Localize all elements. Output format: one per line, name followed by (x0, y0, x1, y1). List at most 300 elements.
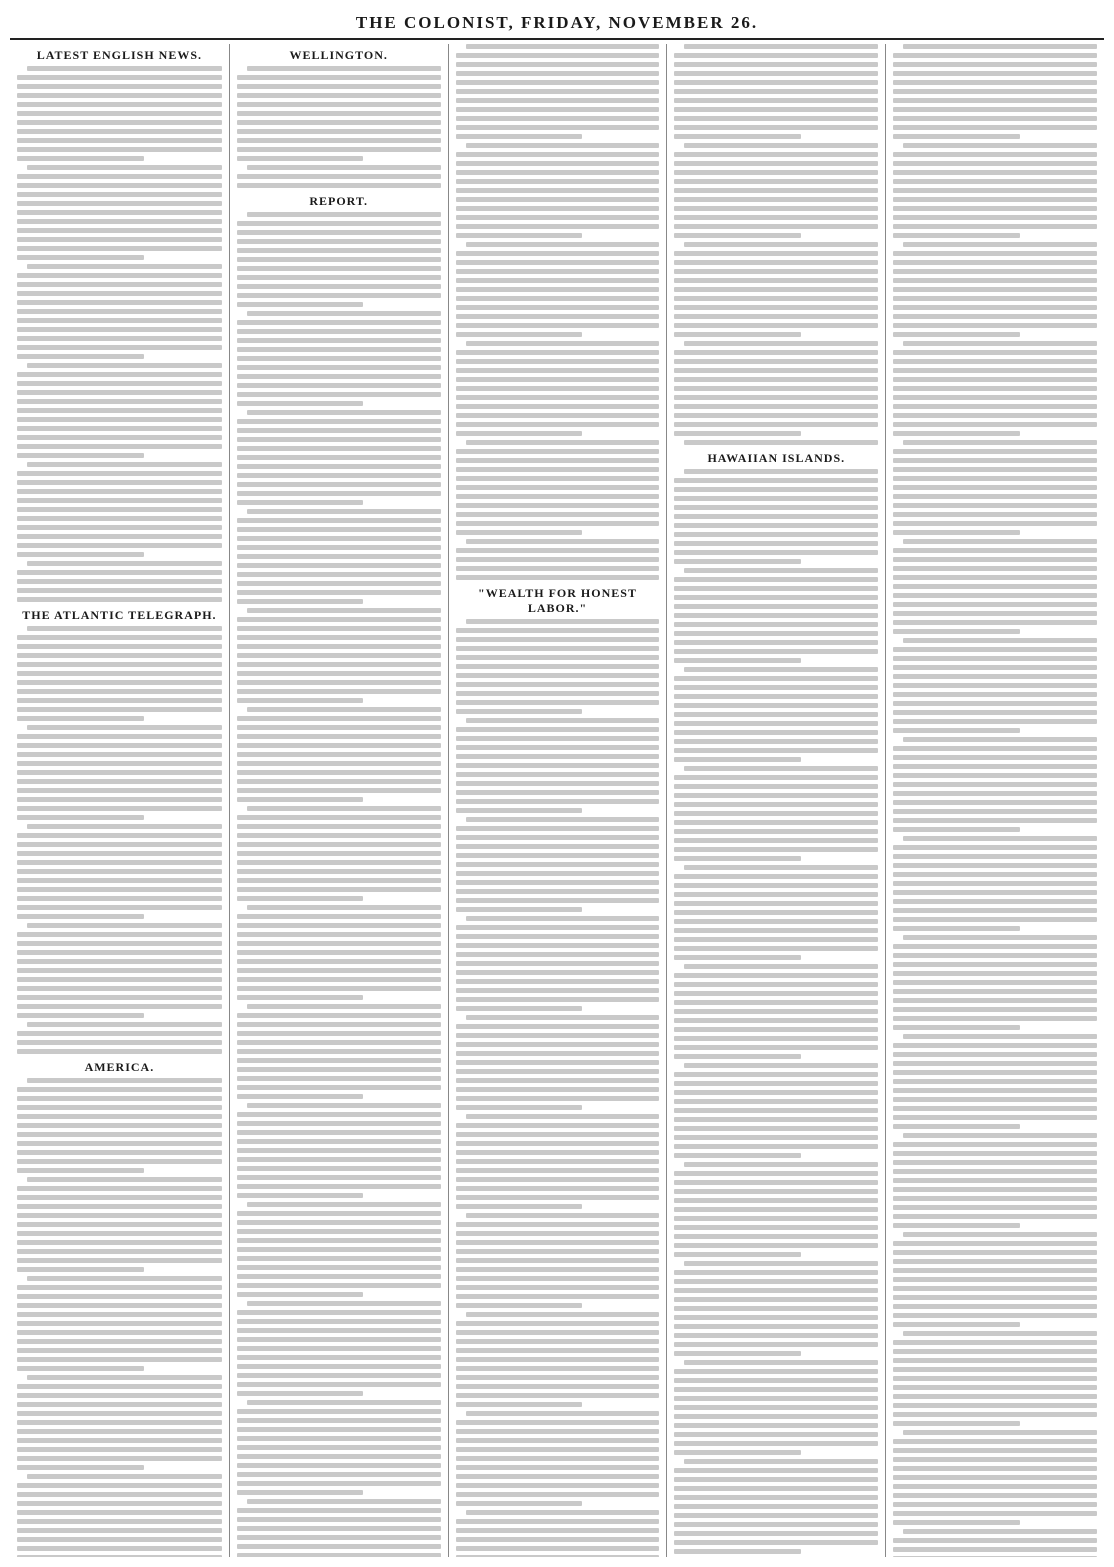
text-line-placeholder (237, 437, 441, 442)
text-line-placeholder (893, 125, 1097, 130)
text-line-placeholder (893, 1448, 1097, 1453)
text-line-placeholder (456, 107, 660, 112)
text-line-placeholder (237, 75, 441, 80)
text-line-placeholder (456, 323, 660, 328)
text-line-placeholder (893, 1421, 1019, 1426)
heading-america: AMERICA. (84, 1060, 155, 1074)
text-line-placeholder (903, 836, 1097, 841)
text-line-placeholder (17, 1393, 222, 1398)
text-line-placeholder (674, 1378, 878, 1383)
text-line-placeholder (17, 833, 222, 838)
text-line-placeholder (17, 192, 222, 197)
text-line-placeholder (893, 1394, 1097, 1399)
text-line-placeholder (456, 1168, 660, 1173)
masthead-title: THE COLONIST, FRIDAY, NOVEMBER 26. (355, 13, 759, 32)
text-line-placeholder (237, 1319, 441, 1324)
text-line-placeholder (237, 1211, 441, 1216)
text-line-placeholder (893, 863, 1097, 868)
text-line-placeholder (247, 1004, 441, 1009)
text-line-placeholder (674, 496, 878, 501)
text-line-placeholder (237, 563, 441, 568)
text-line-placeholder (237, 581, 441, 586)
text-line-placeholder (456, 1285, 660, 1290)
text-line-placeholder (674, 1477, 878, 1482)
text-line-placeholder (893, 764, 1097, 769)
text-line-placeholder (674, 1225, 878, 1230)
text-line-placeholder (674, 368, 878, 373)
text-line-placeholder (893, 890, 1097, 895)
text-line-placeholder (237, 365, 441, 370)
text-line-placeholder (674, 649, 878, 654)
text-line-placeholder (456, 278, 660, 283)
heading-atlantic-telegraph: THE ATLANTIC TELEGRAPH. (22, 608, 217, 622)
text-line-placeholder (674, 1009, 878, 1014)
text-line-placeholder (674, 1108, 878, 1113)
text-line-placeholder (893, 188, 1097, 193)
text-line-placeholder (456, 1303, 582, 1308)
text-line-placeholder (17, 770, 222, 775)
text-line-placeholder (674, 62, 878, 67)
text-line-placeholder (456, 521, 660, 526)
text-line-placeholder (456, 1006, 582, 1011)
text-line-placeholder (674, 422, 878, 427)
text-line-placeholder (893, 998, 1097, 1003)
text-line-placeholder (237, 680, 441, 685)
column-5 (885, 44, 1104, 1557)
text-line-placeholder (674, 523, 878, 528)
text-line-placeholder (456, 98, 660, 103)
text-line-placeholder (237, 266, 441, 271)
text-line-placeholder (237, 374, 441, 379)
text-line-placeholder (17, 1159, 222, 1164)
text-line-placeholder (684, 469, 878, 474)
text-line-placeholder (674, 197, 878, 202)
text-line-placeholder (237, 138, 441, 143)
text-line-placeholder (674, 1117, 878, 1122)
text-line-placeholder (237, 1544, 441, 1549)
text-line-placeholder (17, 129, 222, 134)
text-line-placeholder (456, 1402, 582, 1407)
text-line-placeholder (237, 527, 441, 532)
text-line-placeholder (17, 950, 222, 955)
text-line-placeholder (893, 566, 1097, 571)
text-line-placeholder (17, 1456, 222, 1461)
text-line-placeholder (674, 1279, 878, 1284)
text-line-placeholder (17, 579, 222, 584)
text-line-placeholder (893, 1295, 1097, 1300)
text-line-placeholder (456, 1204, 582, 1209)
text-line-placeholder (237, 986, 441, 991)
text-line-placeholder (466, 1312, 660, 1317)
text-line-placeholder (456, 1177, 660, 1182)
text-line-placeholder (237, 356, 441, 361)
text-line-placeholder (456, 413, 660, 418)
text-line-placeholder (456, 296, 660, 301)
text-line-placeholder (17, 516, 222, 521)
text-line-placeholder (674, 1270, 878, 1275)
text-line-placeholder (17, 1168, 144, 1173)
text-line-placeholder (893, 404, 1097, 409)
text-line-placeholder (237, 851, 441, 856)
text-line-placeholder (893, 206, 1097, 211)
text-line-placeholder (17, 1537, 222, 1542)
text-line-placeholder (27, 1177, 222, 1182)
text-line-placeholder (456, 179, 660, 184)
text-line-placeholder (674, 1432, 878, 1437)
text-line-placeholder (456, 170, 660, 175)
text-line-placeholder (893, 1304, 1097, 1309)
text-line-placeholder (674, 224, 878, 229)
text-line-placeholder (674, 215, 878, 220)
text-line-placeholder (893, 854, 1097, 859)
text-line-placeholder (893, 467, 1097, 472)
text-line-placeholder (237, 914, 441, 919)
text-line-placeholder (27, 626, 222, 631)
text-line-placeholder (456, 458, 660, 463)
text-line-placeholder (674, 1216, 878, 1221)
text-line-placeholder (674, 1288, 878, 1293)
text-line-placeholder (27, 561, 222, 566)
text-line-placeholder (456, 1069, 660, 1074)
text-line-placeholder (893, 1358, 1097, 1363)
text-line-placeholder (674, 829, 878, 834)
text-line-placeholder (466, 539, 660, 544)
text-line-placeholder (893, 584, 1097, 589)
text-line-placeholder (17, 905, 222, 910)
text-line-placeholder (456, 1474, 660, 1479)
text-line-placeholder (893, 1412, 1097, 1417)
text-line-placeholder (237, 1346, 441, 1351)
text-line-placeholder (247, 707, 441, 712)
text-line-placeholder (27, 1022, 222, 1027)
text-line-placeholder (247, 311, 441, 316)
text-line-placeholder (466, 1510, 660, 1515)
text-line-placeholder (674, 703, 878, 708)
text-line-placeholder (27, 1375, 222, 1380)
text-line-placeholder (674, 332, 800, 337)
text-line-placeholder (893, 548, 1097, 553)
text-line-placeholder (674, 287, 878, 292)
text-line-placeholder (456, 1393, 660, 1398)
text-line-placeholder (674, 901, 878, 906)
text-line-placeholder (466, 916, 660, 921)
text-line-placeholder (893, 944, 1097, 949)
text-line-placeholder (893, 1340, 1097, 1345)
text-line-placeholder (466, 1213, 660, 1218)
text-line-placeholder (893, 656, 1097, 661)
text-line-placeholder (237, 1238, 441, 1243)
text-line-placeholder (17, 860, 222, 865)
text-line-placeholder (674, 233, 800, 238)
text-line-placeholder (893, 368, 1097, 373)
text-line-placeholder (237, 93, 441, 98)
text-line-placeholder (674, 1000, 878, 1005)
text-line-placeholder (893, 1196, 1097, 1201)
text-line-placeholder (674, 937, 878, 942)
text-line-placeholder (674, 640, 878, 645)
text-line-placeholder (456, 682, 660, 687)
text-line-placeholder (237, 239, 441, 244)
text-line-placeholder (684, 1261, 878, 1266)
text-line-placeholder (674, 1333, 878, 1338)
text-line-placeholder (684, 568, 878, 573)
text-line-placeholder (893, 782, 1097, 787)
text-line-placeholder (17, 507, 222, 512)
text-line-placeholder (466, 1411, 660, 1416)
columns (10, 44, 1104, 1557)
text-line-placeholder (237, 626, 441, 631)
text-line-placeholder (456, 1501, 582, 1506)
text-line-placeholder (893, 1277, 1097, 1282)
text-line-placeholder (17, 1528, 222, 1533)
text-line-placeholder (893, 1025, 1019, 1030)
text-line-placeholder (893, 1151, 1097, 1156)
text-line-placeholder (237, 84, 441, 89)
text-line-placeholder (237, 662, 441, 667)
text-line-placeholder (17, 1267, 144, 1272)
text-line-placeholder (674, 1540, 878, 1545)
text-line-placeholder (674, 1387, 878, 1392)
text-line-placeholder (674, 188, 878, 193)
text-line-placeholder (17, 570, 222, 575)
text-line-placeholder (237, 815, 441, 820)
text-line-placeholder (466, 242, 660, 247)
text-line-placeholder (893, 287, 1097, 292)
text-line-placeholder (674, 1441, 878, 1446)
text-line-placeholder (674, 107, 878, 112)
text-line-placeholder (466, 44, 660, 49)
text-line-placeholder (237, 1427, 441, 1432)
text-line-placeholder (893, 1016, 1097, 1021)
text-line-placeholder (237, 1139, 441, 1144)
text-line-placeholder (17, 390, 222, 395)
text-line-placeholder (247, 1103, 441, 1108)
text-line-placeholder (893, 980, 1097, 985)
text-line-placeholder (674, 622, 878, 627)
text-line-placeholder (456, 1384, 660, 1389)
text-line-placeholder (17, 959, 222, 964)
text-line-placeholder (456, 772, 660, 777)
text-line-placeholder (456, 1042, 660, 1047)
text-line-placeholder (684, 667, 878, 672)
text-line-placeholder (466, 143, 660, 148)
text-line-placeholder (674, 1207, 878, 1212)
text-line-placeholder (17, 1013, 144, 1018)
text-line-placeholder (237, 230, 441, 235)
text-line-placeholder (674, 296, 878, 301)
text-line-placeholder (27, 363, 222, 368)
text-line-placeholder (456, 197, 660, 202)
text-line-placeholder (17, 1321, 222, 1326)
text-line-placeholder (247, 806, 441, 811)
text-line-placeholder (456, 1555, 660, 1557)
text-line-placeholder (17, 977, 222, 982)
text-line-placeholder (674, 395, 878, 400)
text-line-placeholder (674, 1549, 800, 1554)
text-line-placeholder (456, 1150, 660, 1155)
text-line-placeholder (17, 743, 222, 748)
text-line-placeholder (237, 120, 441, 125)
text-line-placeholder (674, 1027, 878, 1032)
column-1 (10, 44, 229, 1557)
text-line-placeholder (893, 170, 1097, 175)
text-line-placeholder (237, 1373, 441, 1378)
text-line-placeholder (237, 1481, 441, 1486)
text-line-placeholder (456, 1294, 660, 1299)
text-line-placeholder (674, 1324, 878, 1329)
text-line-placeholder (893, 494, 1097, 499)
text-line-placeholder (17, 716, 144, 721)
text-line-placeholder (893, 962, 1097, 967)
text-line-placeholder (17, 318, 222, 323)
text-line-placeholder (893, 107, 1097, 112)
text-line-placeholder (674, 676, 878, 681)
text-line-placeholder (893, 701, 1097, 706)
text-line-placeholder (674, 685, 878, 690)
text-line-placeholder (456, 1240, 660, 1245)
text-line-placeholder (17, 1096, 222, 1101)
text-line-placeholder (237, 1031, 441, 1036)
text-line-placeholder (674, 89, 878, 94)
text-line-placeholder (903, 44, 1097, 49)
text-line-placeholder (674, 116, 878, 121)
text-line-placeholder (237, 221, 441, 226)
text-line-placeholder (237, 1166, 441, 1171)
text-line-placeholder (237, 1148, 441, 1153)
text-line-placeholder (237, 1175, 441, 1180)
text-line-placeholder (456, 655, 660, 660)
text-line-placeholder (17, 1510, 222, 1515)
text-line-placeholder (237, 257, 441, 262)
text-line-placeholder (674, 874, 878, 879)
text-line-placeholder (237, 1364, 441, 1369)
text-line-placeholder (237, 635, 441, 640)
text-line-placeholder (237, 752, 441, 757)
text-line-placeholder (456, 646, 660, 651)
text-line-placeholder (674, 694, 878, 699)
text-line-placeholder (17, 779, 222, 784)
article-body (17, 66, 222, 602)
text-line-placeholder (674, 892, 878, 897)
text-line-placeholder (893, 1547, 1097, 1552)
text-line-placeholder (247, 905, 441, 910)
text-line-placeholder (17, 75, 222, 80)
text-line-placeholder (456, 970, 660, 975)
text-line-placeholder (893, 521, 1097, 526)
text-line-placeholder (903, 143, 1097, 148)
text-line-placeholder (674, 1126, 878, 1131)
text-line-placeholder (456, 709, 582, 714)
text-line-placeholder (17, 1501, 222, 1506)
text-line-placeholder (17, 761, 222, 766)
text-line-placeholder (456, 754, 660, 759)
text-line-placeholder (893, 224, 1097, 229)
text-line-placeholder (893, 161, 1097, 166)
text-line-placeholder (893, 1484, 1097, 1489)
text-line-placeholder (17, 752, 222, 757)
text-line-placeholder (17, 156, 144, 161)
text-line-placeholder (456, 1258, 660, 1263)
text-line-placeholder (237, 428, 441, 433)
text-line-placeholder (237, 671, 441, 676)
text-line-placeholder (237, 770, 441, 775)
text-line-placeholder (893, 134, 1019, 139)
text-line-placeholder (456, 368, 660, 373)
text-line-placeholder (674, 721, 878, 726)
text-line-placeholder (456, 332, 582, 337)
text-line-placeholder (17, 552, 144, 557)
text-line-placeholder (674, 1189, 878, 1194)
text-line-placeholder (17, 797, 222, 802)
text-line-placeholder (17, 1366, 144, 1371)
text-line-placeholder (466, 1114, 660, 1119)
text-line-placeholder (893, 611, 1097, 616)
text-line-placeholder (17, 1339, 222, 1344)
text-line-placeholder (893, 503, 1097, 508)
text-line-placeholder (456, 134, 582, 139)
text-line-placeholder (17, 734, 222, 739)
text-line-placeholder (17, 300, 222, 305)
text-line-placeholder (237, 174, 441, 179)
text-line-placeholder (456, 161, 660, 166)
text-line-placeholder (237, 896, 363, 901)
text-line-placeholder (237, 1157, 441, 1162)
text-line-placeholder (237, 383, 441, 388)
text-line-placeholder (17, 444, 222, 449)
text-line-placeholder (456, 215, 660, 220)
text-line-placeholder (456, 826, 660, 831)
text-line-placeholder (893, 1205, 1097, 1210)
text-line-placeholder (456, 404, 660, 409)
text-line-placeholder (893, 296, 1097, 301)
text-line-placeholder (893, 800, 1097, 805)
text-line-placeholder (17, 102, 222, 107)
text-line-placeholder (237, 968, 441, 973)
text-line-placeholder (17, 147, 222, 152)
text-line-placeholder (456, 206, 660, 211)
text-line-placeholder (674, 1342, 878, 1347)
text-line-placeholder (237, 347, 441, 352)
text-line-placeholder (17, 1357, 222, 1362)
text-line-placeholder (27, 923, 222, 928)
text-line-placeholder (893, 1052, 1097, 1057)
text-line-placeholder (17, 1303, 222, 1308)
text-line-placeholder (17, 183, 222, 188)
text-line-placeholder (17, 698, 222, 703)
text-line-placeholder (674, 973, 878, 978)
text-line-placeholder (893, 1250, 1097, 1255)
text-line-placeholder (456, 566, 660, 571)
text-line-placeholder (674, 1531, 878, 1536)
text-line-placeholder (237, 725, 441, 730)
text-line-placeholder (674, 1306, 878, 1311)
text-line-placeholder (674, 404, 878, 409)
text-line-placeholder (17, 84, 222, 89)
text-line-placeholder (456, 1447, 660, 1452)
text-line-placeholder (674, 359, 878, 364)
text-line-placeholder (674, 1315, 878, 1320)
text-line-placeholder (456, 961, 660, 966)
text-line-placeholder (456, 260, 660, 265)
text-line-placeholder (17, 525, 222, 530)
text-line-placeholder (237, 842, 441, 847)
text-line-placeholder (17, 291, 222, 296)
text-line-placeholder (674, 1297, 878, 1302)
text-line-placeholder (17, 1040, 222, 1045)
text-line-placeholder (893, 359, 1097, 364)
text-line-placeholder (17, 219, 222, 224)
text-line-placeholder (237, 1382, 441, 1387)
